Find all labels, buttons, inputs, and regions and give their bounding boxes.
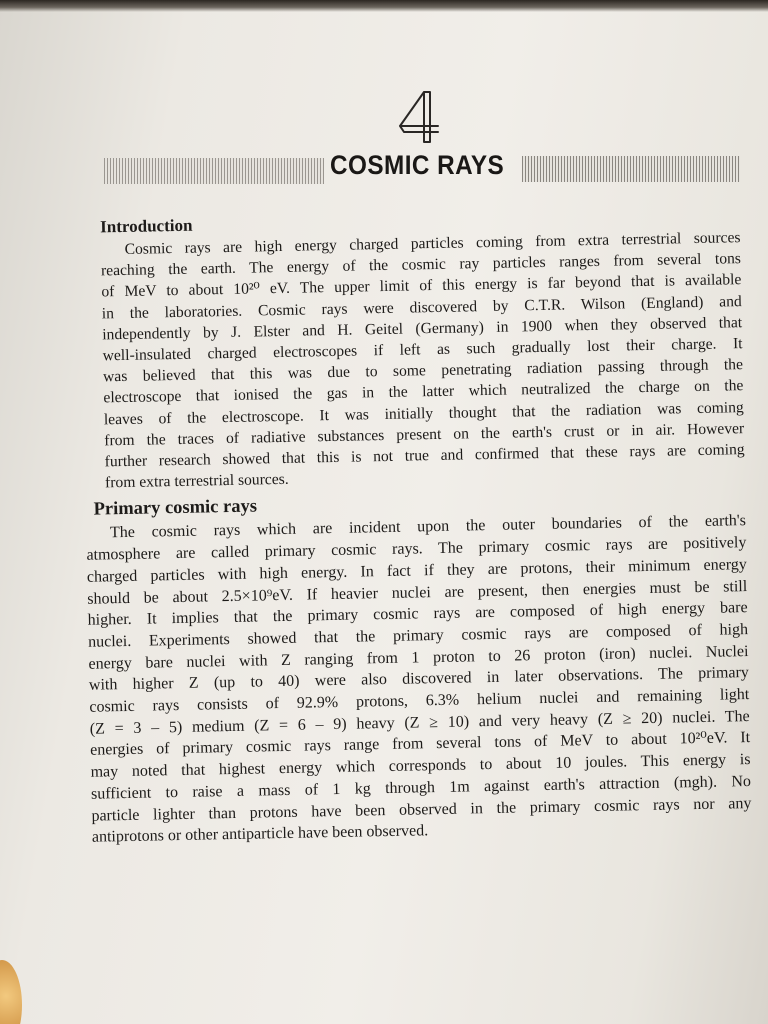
text-line: further research showed that this is not true and confirmed that these rays are coming: [104, 441, 745, 471]
text-line: reaching the earth. The energy of the cosmic ray particles ranges from several tons: [100, 250, 742, 280]
introduction-paragraph: [100, 227, 745, 494]
text-line: well-insulated charged electroscopes if left as such gradually lost their charge. It: [102, 335, 743, 365]
chapter-title: COSMIC RAYS: [330, 150, 505, 180]
text-line: (Z = 3 – 5) medium (Z = 6 – 9) heavy (Z ≥ 10) and very heavy (Z ≥ 20) nuclei. The: [89, 707, 750, 738]
text-line: energies of primary cosmic rays range from several tons of MeV to about 10²⁰eV. It: [90, 729, 751, 760]
text-line: atmosphere are called primary cosmic rays. The primary cosmic rays are positively: [86, 534, 747, 564]
section-heading-introduction: Introduction: [99, 215, 193, 237]
page-content: [70, 205, 754, 849]
chapter-heading: [104, 150, 740, 188]
text-line: higher. It implies that the primary cosmic rays are composed of high energy bare: [87, 599, 748, 629]
text-line: from extra terrestrial sources.: [104, 471, 289, 492]
thumb-finger: [0, 960, 22, 1024]
text-line: with higher Z (up to 40) were also discovered in later observations. The primary: [88, 664, 750, 695]
text-line: cosmic rays consists of 92.9% protons, 6.3% helium nuclei and remaining light: [89, 686, 750, 716]
chapter-number-text: 4: [394, 88, 395, 89]
text-line: nuclei. Experiments showed that the primary cosmic rays are composed of high: [87, 621, 749, 651]
chapter-number-handwritten: [394, 88, 444, 146]
page-top-shadow: [0, 0, 768, 12]
text-line: leaves of the electroscope. It was initially thought that the radiation was coming: [103, 398, 744, 429]
primary-cosmic-rays-paragraph: [86, 511, 752, 849]
text-line: energy bare nuclei with Z ranging from 1 proton to 26 proton (iron) nuclei. Nuclei: [88, 642, 749, 673]
text-line: independently by J. Elster and H. Geitel (Germany) in 1900 when they observed that: [102, 313, 743, 344]
text-line: The cosmic rays which are incident upon the outer boundaries of the earth's: [109, 512, 747, 542]
text-line: Cosmic rays are high energy charged particles coming from extra terrestrial sources: [124, 229, 741, 258]
text-line: from the traces of radiative substances present on the earth's crust or in air. However: [104, 419, 745, 450]
text-line: sufficient to raise a mass of 1 kg through 1m against earth's attraction (mgh). No: [90, 772, 752, 803]
text-line: electroscope that ionised the gas in the latter which neutralized the charge on the: [103, 377, 744, 407]
text-line: of MeV to about 10²⁰ eV. The upper limit of this energy is far beyond that is available: [101, 271, 742, 301]
text-line: particle lighter than protons have been observed in the primary cosmic rays nor any: [91, 794, 752, 825]
text-line: in the laboratories. Cosmic rays were discovered by C.T.R. Wilson (England) and: [101, 292, 742, 323]
text-line: charged particles with high energy. In fact if they are protons, their minimum energy: [86, 555, 747, 586]
heading-rule-left: [104, 158, 324, 184]
text-line: antiprotons or other antiparticle have been observed.: [91, 822, 429, 846]
text-line: was believed that this was due to some penetrating radiation passing through the: [102, 356, 744, 386]
section-heading-primary-cosmic-rays: Primary cosmic rays: [93, 496, 258, 521]
text-line: should be about 2.5×10⁹eV. If heavier nuclei are present, then energies must be still: [87, 577, 748, 608]
heading-rule-right: [522, 156, 740, 182]
text-line: may noted that highest energy which corresponds to about 10 joules. This energy is: [90, 751, 751, 781]
